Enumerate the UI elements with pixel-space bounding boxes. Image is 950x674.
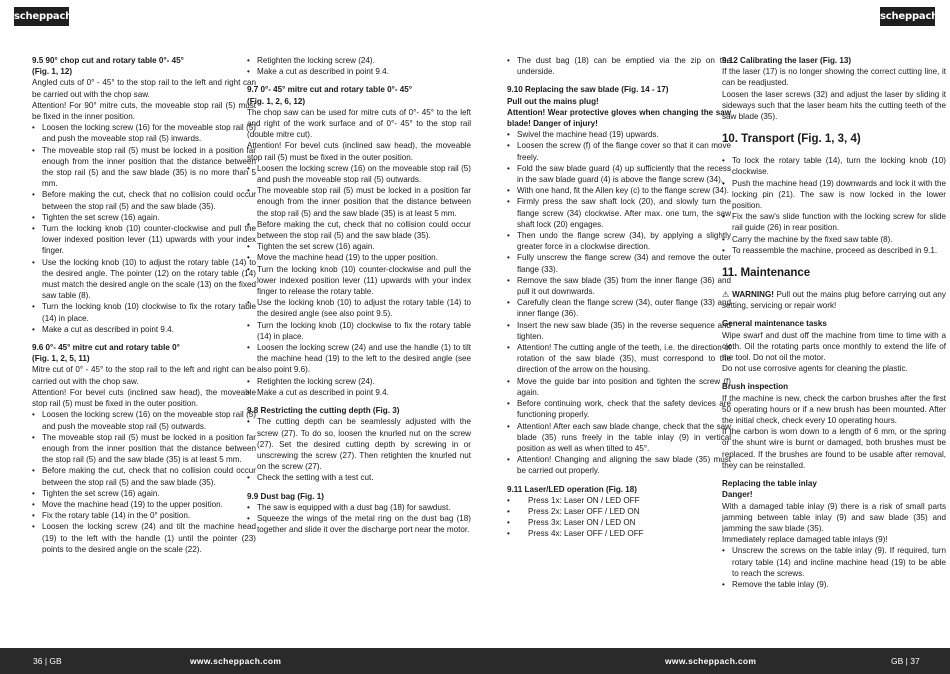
paragraph: Attention! For bevel cuts (inclined saw head), the moveable stop rail (5) must be fixed in the outer position. [247,141,471,162]
paragraph: The chop saw can be used for mitre cuts of 0°- 45° to the left and right of the work surface and of 0°- 45° to the stop rail (double mitre cut). [247,107,471,140]
paragraph: Angled cuts of 0° - 45° to the stop rail to the left and right can be carried out with the chop saw. [32,78,256,99]
section-heading: 9.10 Replacing the saw blade (Fig. 14 - 17) [507,85,669,95]
paragraph: If the carbon is worn down to a length of 6 mm, or the spring or the shunt wire is burnt or damaged, both brushes must be replaced. If the brushes are found to be usable after removal, they can be reinstalled. [722,427,946,470]
list-item: • Fully unscrew the flange screw (34) and remove the outer flange (33). [507,252,731,274]
list-item: • Move the machine head (19) to the upper position. [32,499,256,510]
list-item: • Before making the cut, check that no collision could occur between the stop rail (5) and the saw blade (35). [32,465,256,487]
warning-paragraph: Pull out the mains plug! [507,96,599,106]
section-heading: (Fig. 1, 12) [32,67,73,77]
section-heading: 9.12 Calibrating the laser (Fig. 13) [722,56,852,65]
list-item: • Make a cut as described in point 9.4. [247,66,471,77]
warning-notice: ⚠ WARNING! Pull out the mains plug before carrying out any setting, servicing or repair work! [722,290,946,311]
list-item: • Firmly press the saw shaft lock (20), and slowly turn the flange screw (34) clockwise. After max. one turn, the saw shaft lock (20) engages. [507,196,731,230]
bullet-list [507,55,731,77]
list-item: • Before making the cut, check that no collision could occur between the stop rail (5) and the saw blade (35). [32,189,256,211]
chapter-heading: 11. Maintenance [722,267,811,280]
list-item: • Loosen the locking screw (24) and use the handle (1) to tilt the machine head (19) to the left to the desired angle (see also point 9.6). [247,342,471,376]
list-item: • Loosen the locking screw (24) and tilt the machine head (19) to the left with the handle (1) until the pointer (23) points to the desired angle on the scale (22). [32,521,256,555]
list-item: • The moveable stop rail (5) must be locked in a position far enough from the inner position that the distance between the stop rail (5) and the saw blade (35) is at least 5 mm. [247,185,471,219]
website-link-right[interactable]: www.scheppach.com [665,656,757,666]
paragraph: Mitre cut of 0° - 45° to the stop rail to the left and right can be carried out with the chop saw. [32,365,256,386]
list-item: • The moveable stop rail (5) must be locked in a position far enough from the inner position that the distance between the stop rail (5) and the saw blade (35) is no more than 5 mm. [32,145,256,190]
list-item: • Press 1x: Laser ON / LED OFF [507,495,731,506]
list-item: • Move the guide bar into position and tighten the screw (f) again. [507,376,731,398]
website-link-left[interactable]: www.scheppach.com [190,656,282,666]
bullet-list [247,416,471,483]
list-item: • Turn the locking knob (10) counter-clockwise and pull the lower indexed position lever (11) upwards with your index finger. [32,223,256,257]
text-column-2 [247,55,471,535]
text-column-3 [507,55,731,540]
list-item: • Loosen the locking screw (16) on the moveable stop rail (5) and push the moveable stop rail (5) outwards. [32,409,256,431]
section-heading: 9.5 90° chop cut and rotary table 0°- 45° [32,56,184,65]
list-item: • Loosen the screw (f) of the flange cover so that it can move freely. [507,140,731,162]
section-heading: Danger! [722,490,753,500]
section-heading: Brush inspection [722,382,789,392]
section-heading: 9.9 Dust bag (Fig. 1) [247,491,324,501]
section-heading: (Fig. 1, 2, 5, 11) [32,354,90,364]
section-heading: Replacing the table inlay [722,479,817,489]
text-column-4 [722,55,946,590]
section-heading: 9.7 0°- 45° mitre cut and rotary table 0°- 45° [247,85,412,95]
list-item: • With one hand, fit the Allen key (c) to the flange screw (34). [507,185,731,196]
list-item: • Use the locking knob (10) to adjust the rotary table (14) to the desired angle (see also point 9.5). [247,297,471,319]
paragraph: Immediately replace damaged table inlays (9)! [722,535,888,545]
bullet-list [507,129,731,476]
list-item: • Tighten the set screw (16) again. [32,488,256,499]
list-item: • Before making the cut, check that no collision could occur between the stop rail (5) and the saw blade (35). [247,219,471,241]
list-item: • Check the setting with a test cut. [247,472,471,483]
paragraph: If the laser (17) is no longer showing the correct cutting line, it can be readjusted. [722,67,946,88]
paragraph: Attention! For 90° mitre cuts, the moveable stop rail (5) must be fixed in the inner position. [32,100,256,122]
list-item: • Then undo the flange screw (34), by applying a slightly greater force in a clockwise direction. [507,230,731,252]
section-heading: 9.6 0°- 45° mitre cut and rotary table 0° [32,343,180,353]
list-item: • Press 2x: Laser OFF / LED ON [507,506,731,517]
list-item: • Fold the saw blade guard (4) up sufficiently that the recess in the saw blade guard (4) is above the flange screw (34). [507,163,731,185]
list-item: • Turn the locking knob (10) clockwise to fix the rotary table (14) in place. [32,301,256,323]
list-item: • The moveable stop rail (5) must be locked in a position far enough from the inner position that the distance between the stop rail (5) and the saw blade (35) is at least 5 mm. [32,432,256,466]
list-item: • Tighten the set screw (16) again. [247,241,471,252]
list-item: • Before continuing work, check that the safety devices are functioning properly. [507,398,731,420]
list-item: • Unscrew the screws on the table inlay (9). If required, turn rotary table (14) and incline machine head (19) to be able to reach the screws. [722,545,946,579]
list-item: • Carefully clean the flange screw (34), outer flange (33) and inner flange (36). [507,297,731,319]
chapter-heading: 10. Transport (Fig. 1, 3, 4) [722,133,861,146]
list-item: • Turn the locking knob (10) counter-clockwise and pull the lower indexed position lever (11) upwards with your index finger to release the rotary table. [247,264,471,298]
list-item: • The cutting depth can be seamlessly adjusted with the screw (27). To do so, loosen the knurled nut on the screw (27). Set the desired cutting depth by screwing in or unscrewing the screw (27). Then retighten the knurled nut on the screw (27). [247,416,471,472]
list-item: • Attention! After each saw blade change, check that the saw blade (35) runs freely in the table inlay (9) in vertical position as well as when tilted to 45°. [507,421,731,455]
bullet-list [247,55,471,77]
list-item: • To reassemble the machine, proceed as described in 9.1. [722,245,946,256]
list-item: • Press 3x: Laser ON / LED ON [507,517,731,528]
page-number-left: 36 | GB [33,656,62,666]
list-item: • Carry the machine by the fixed saw table (8). [722,234,946,245]
section-heading: 9.8 Restricting the cutting depth (Fig. 3) [247,406,400,416]
brand-logo-right: scheppach [880,7,935,26]
list-item: • The saw is equipped with a dust bag (18) for sawdust. [247,502,471,513]
list-item: • Press 4x: Laser OFF / LED OFF [507,528,731,539]
warning-paragraph: Attention! Wear protective gloves when changing the saw blade! Danger of injury! [507,107,731,129]
section-heading: General maintenance tasks [722,319,827,329]
list-item: • Push the machine head (19) downwards and lock it with the locking pin (21). The saw is now locked in the lower position. [722,178,946,212]
list-item: • Make a cut as described in point 9.4. [247,387,471,398]
list-item: • Retighten the locking screw (24). [247,376,471,387]
list-item: • Insert the new saw blade (35) in the reverse sequence and tighten. [507,320,731,342]
bullet-list [32,409,256,555]
paragraph: If the machine is new, check the carbon brushes after the first 50 operating hours or if a new brush has been mounted. After the initial check, check every 10 operating hours. [722,393,946,426]
list-item: • Remove the saw blade (35) from the inner flange (36) and pull it out downwards. [507,275,731,297]
list-item: • Fix the saw's slide function with the locking screw for slide rail guide (26) in rear position. [722,211,946,233]
paragraph: Do not use corrosive agents for cleaning the plastic. [722,364,908,374]
list-item: • Squeeze the wings of the metal ring on the dust bag (18) together and slide it over the discharge port near the motor. [247,513,471,535]
list-item: • To lock the rotary table (14), turn the locking knob (10) clockwise. [722,155,946,177]
list-item: • Swivel the machine head (19) upwards. [507,129,731,140]
paragraph: Wipe swarf and dust off the machine from time to time with a cloth. Oil the rotating parts once monthly to extend the life of the tool. Do not oil the motor. [722,330,946,363]
text-column-1 [32,55,256,555]
paragraph: Loosen the laser screws (32) and adjust the laser by sliding it sideways such that the laser beam hits the cutting teeth of the saw blade (35). [722,89,946,122]
brand-logo-left: scheppach [14,7,69,26]
bullet-list [507,495,731,540]
list-item: • Loosen the locking screw (16) on the moveable stop rail (5) and push the moveable stop rail (5) outwards. [247,163,471,185]
list-item: • Tighten the set screw (16) again. [32,212,256,223]
paragraph: With a damaged table inlay (9) there is a risk of small parts jamming between table inlay (9) and saw blade (35) and jamming the saw blade (35). [722,501,946,533]
list-item: • The dust bag (18) can be emptied via the zip on the underside. [507,55,731,77]
paragraph: Attention! For bevel cuts (inclined saw head), the moveable stop rail (5) must be fixed in the outer position. [32,387,256,409]
list-item: • Turn the locking knob (10) clockwise to fix the rotary table (14) in place. [247,320,471,342]
bullet-list [32,122,256,335]
list-item: • Attention! The cutting angle of the teeth, i.e. the direction of rotation of the saw blade (35), must correspond to the direction of the arrow on the housing. [507,342,731,376]
list-item: • Retighten the locking screw (24). [247,55,471,66]
list-item: • Loosen the locking screw (16) for the moveable stop rail (5) and push the moveable stop rail (5) inwards. [32,122,256,144]
bullet-list [722,155,946,256]
bullet-list [722,545,946,590]
list-item: • Attention! Changing and aligning the saw blade (35) must be carried out properly. [507,454,731,476]
list-item: • Make a cut as described in point 9.4. [32,324,256,335]
page-footer [0,648,950,674]
section-heading: (Fig. 1, 2, 6, 12) [247,96,306,106]
bullet-list [247,163,471,398]
list-item: • Move the machine head (19) to the upper position. [247,252,471,263]
list-item: • Remove the table inlay (9). [722,579,946,590]
list-item: • Use the locking knob (10) to adjust the rotary table (14) to the desired angle. The pointer (12) on the rotary table (14) must match the desired angle on the scale (13) on the fixed saw table (8). [32,257,256,302]
bullet-list [247,502,471,536]
section-heading: 9.11 Laser/LED operation (Fig. 18) [507,484,637,494]
page-number-right: GB | 37 [891,656,920,666]
list-item: • Fix the rotary table (14) in the 0° position. [32,510,256,521]
